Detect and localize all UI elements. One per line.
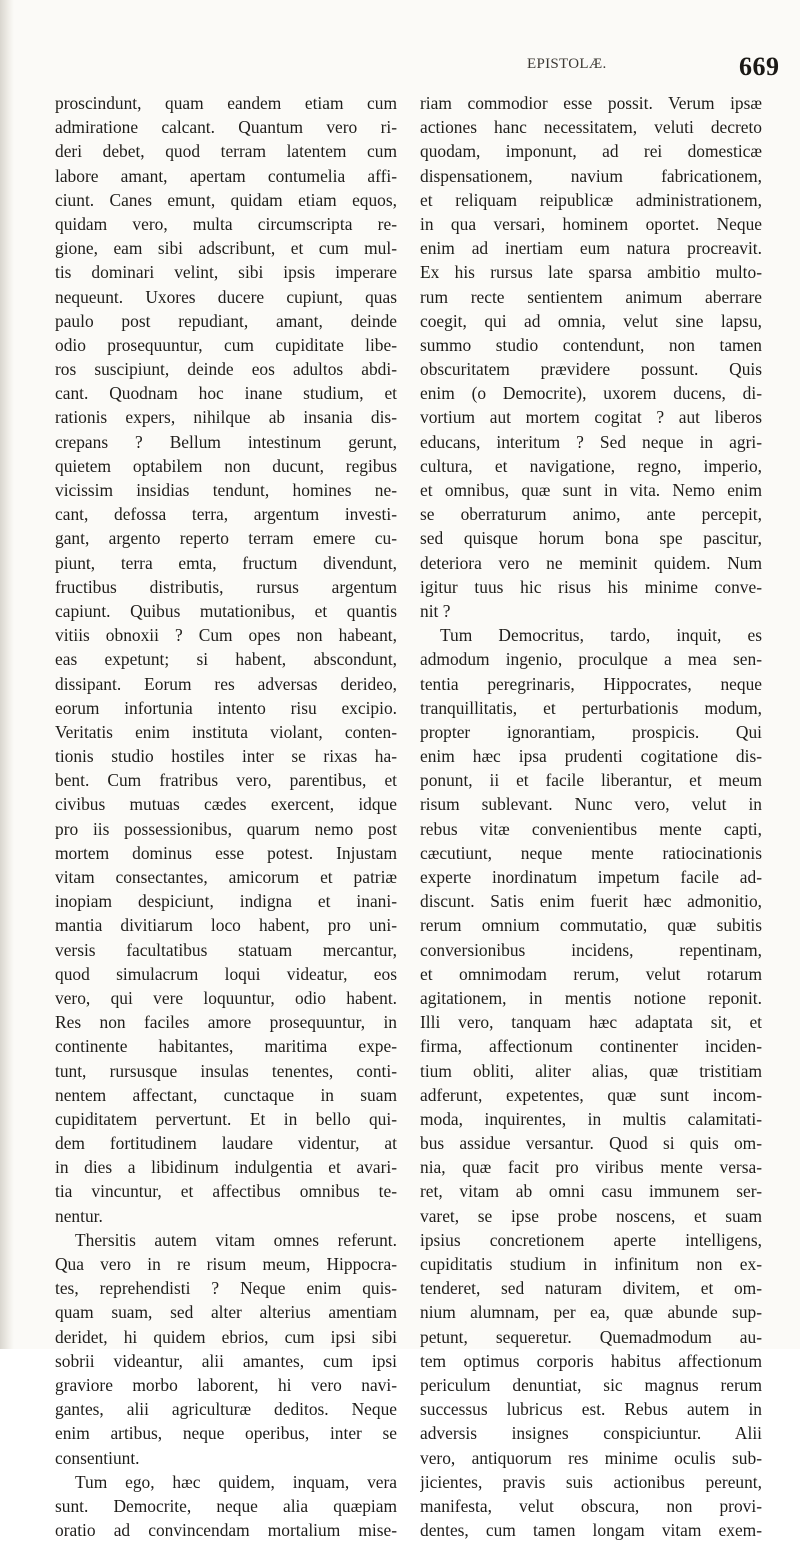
text-line: dispensationem, navium fabricationem,: [420, 165, 762, 186]
text-line: ciunt. Canes emunt, quidam etiam equos,: [55, 189, 397, 210]
text-line: discunt. Satis enim fuerit hæc admonitio,: [420, 891, 762, 912]
text-line: vero, qui vere loquuntur, odio habent.: [55, 987, 397, 1008]
text-line: mantia divitiarum loco habent, pro uni-: [55, 915, 397, 936]
text-line: agitationem, in mentis notione reponit.: [420, 987, 762, 1008]
text-line: odio prosequuntur, cum cupiditate libe-: [55, 334, 397, 355]
text-line: versis facultatibus statuam mercantur,: [55, 939, 397, 960]
text-line: vicissim insidias tendunt, homines ne-: [55, 480, 397, 500]
text-line: summo studio contendunt, non tamen: [420, 334, 762, 355]
text-line: quidam vero, multa circumscripta re-: [55, 213, 397, 234]
text-line: dissipant. Eorum res adversas derideo,: [55, 673, 397, 694]
text-line: enim ad inertiam eum natura procreavit.: [420, 238, 762, 259]
text-line: bent. Cum fratribus vero, parentibus, et: [55, 770, 397, 791]
text-line: Tum Democritus, tardo, inquit, es: [440, 625, 762, 646]
text-line: igitur tuus hic risus his minime conve-: [420, 576, 762, 597]
text-line: Illi vero, tanquam hæc adaptata sit, et: [420, 1012, 762, 1033]
text-line: in qua versari, hominem oportet. Neque: [420, 213, 762, 234]
text-line: cultura, et navigatione, regno, imperio,: [420, 455, 762, 476]
text-line: deridet, hi quidem ebrios, cum ipsi sibi: [55, 1326, 397, 1347]
text-line: quod simulacrum loqui videatur, eos: [55, 963, 397, 984]
text-line: manifesta, velut obscura, non provi-: [420, 1495, 762, 1516]
text-line: nia, quæ facit pro viribus mente versa-: [420, 1157, 762, 1178]
text-line: Ex his rursus late sparsa ambitio multo-: [420, 262, 762, 283]
text-line: periculum denuntiat, sic magnus rerum: [420, 1374, 762, 1395]
text-line: capiunt. Quibus mutationibus, et quantis: [55, 600, 397, 621]
page-header: [0, 52, 800, 84]
text-line: vitam consectantes, amicorum et patriæ: [55, 867, 397, 887]
text-line: actiones hanc necessitatem, veluti decreto: [420, 117, 762, 138]
text-line: proscindunt, quam eandem etiam cum: [55, 93, 397, 113]
text-line: gant, argento reperto terram emere cu-: [55, 528, 397, 549]
text-line: adversis insignes conspiciuntur. Alii: [420, 1423, 762, 1444]
text-line: petunt, sequeretur. Quemadmodum au-: [420, 1326, 762, 1347]
text-line: bus assidue versantur. Quod si quis om-: [420, 1133, 762, 1154]
text-line: rum recte sentientem animum aberrare: [420, 286, 762, 307]
text-line: ros suscipiunt, deinde eos adultos abdi-: [55, 359, 397, 380]
text-line: et omnimodam rerum, velut rotarum: [420, 963, 762, 984]
text-line: tis dominari velint, sibi ipsis imperare: [55, 262, 397, 283]
text-line: gione, eam sibi adscribunt, et cum mul-: [55, 238, 397, 259]
text-line: cæcutiunt, neque mente ratiocinationis: [420, 842, 762, 863]
text-line: piunt, terra emta, fructum divendunt,: [55, 552, 397, 573]
text-line: tes, reprehendisti ? Neque enim quis-: [55, 1278, 397, 1299]
text-line: graviore morbo laborent, hi vero navi-: [55, 1374, 397, 1395]
text-line: eas expetunt; si habent, abscondunt,: [55, 649, 397, 670]
text-line: propter ignorantiam, prospicis. Qui: [420, 721, 762, 742]
text-line: obscuritatem prævidere possunt. Quis: [420, 359, 762, 380]
text-line: tionis studio hostiles inter se rixas ha-: [55, 746, 397, 767]
text-line: civibus mutuas cædes exercent, idque: [55, 794, 397, 815]
text-line: quam suam, sed alter alterius amentiam: [55, 1302, 397, 1323]
text-line: ret, vitam ab omni casu immunem ser-: [420, 1181, 762, 1202]
text-line: cupiditatem pervertunt. Et in bello qui-: [55, 1108, 397, 1129]
text-line: dentes, cum tamen longam vitam exem-: [420, 1520, 762, 1541]
text-line: successus lubricus est. Rebus autem in: [420, 1399, 762, 1420]
text-line: firma, affectionum continenter inciden-: [420, 1036, 762, 1057]
text-line: fructibus distributis, rursus argentum: [55, 576, 397, 597]
text-line: Thersitis autem vitam omnes referunt.: [75, 1229, 397, 1250]
text-line: coegit, qui ad omnia, velut sine lapsu,: [420, 310, 762, 331]
text-line: inopiam despiciunt, indigna et inani-: [55, 891, 397, 912]
text-line: labore amant, apertam contumelia affi-: [55, 165, 397, 186]
text-line: crepans ? Bellum intestinum gerunt,: [55, 431, 397, 452]
text-line: admiratione calcant. Quantum vero ri-: [55, 117, 397, 138]
text-line: moda, inquirentes, in multis calamitati-: [420, 1108, 762, 1129]
text-line: nium alumnam, per ea, quæ abunde sup-: [420, 1302, 762, 1323]
right-text-column: [420, 91, 762, 1542]
binding-gutter: [0, 0, 14, 1349]
text-line: rationis expers, nihilque ab insania dis-: [55, 407, 397, 428]
text-line: tia vincuntur, et affectibus omnibus te-: [55, 1181, 397, 1202]
text-line: tentia peregrinaris, Hippocrates, neque: [420, 673, 762, 694]
text-line: Tum ego, hæc quidem, inquam, vera: [75, 1471, 397, 1492]
text-line: nentur.: [55, 1205, 103, 1226]
text-line: riam commodior esse possit. Verum ipsæ: [420, 93, 762, 113]
text-line: et reliquam reipublicæ administrationem,: [420, 189, 762, 210]
text-line: nentem affectant, cunctaque in suam: [55, 1084, 397, 1105]
text-line: ponunt, ii et facile liberantur, et meum: [420, 770, 762, 791]
text-line: educans, interitum ? Sed neque in agri-: [420, 431, 762, 452]
text-line: cant. Quodnam hoc inane studium, et: [55, 383, 397, 404]
text-line: experte inordinatum impetum facile ad-: [420, 867, 762, 887]
text-line: admodum ingenio, proculque a mea sen-: [420, 649, 762, 670]
text-line: adferunt, expetentes, quæ sunt incom-: [420, 1084, 762, 1105]
text-line: Veritatis enim instituta violant, conten-: [55, 721, 397, 742]
text-line: in dies a libidinum indulgentia et avari-: [55, 1157, 397, 1178]
text-line: Res non faciles amore prosequuntur, in: [55, 1012, 397, 1033]
text-line: mortem dominus esse potest. Injustam: [55, 842, 397, 863]
text-line: tem optimus corporis habitus affectionum: [420, 1350, 762, 1371]
text-line: sed quisque horum bona spe pascitur,: [420, 528, 762, 549]
text-line: consentiunt.: [55, 1447, 140, 1468]
text-line: deri debet, quod terram latentem cum: [55, 141, 397, 162]
text-line: cant, defossa terra, argentum investi-: [55, 504, 397, 525]
text-line: jicientes, pravis suis actionibus pereunt,: [420, 1471, 762, 1492]
text-line: risum sublevant. Nunc vero, velut in: [420, 794, 762, 815]
text-line: varet, se ipse probe noscens, et suam: [420, 1205, 762, 1226]
running-head: EPISTOLÆ.: [527, 56, 607, 72]
text-line: tenderet, sed naturam divitem, et om-: [420, 1278, 762, 1299]
text-line: rebus vitæ convenientibus mente capti,: [420, 818, 762, 839]
text-line: eorum infortunia intento risu excipio.: [55, 697, 397, 718]
text-line: nit ?: [420, 600, 451, 621]
text-line: sunt. Democrite, neque alia quæpiam: [55, 1495, 397, 1516]
text-line: oratio ad convincendam mortalium mise-: [55, 1520, 397, 1541]
text-line: vitiis obnoxii ? Cum opes non habeant,: [55, 625, 397, 646]
text-line: deteriora vero ne meminit quidem. Num: [420, 552, 762, 573]
text-line: pro iis possessionibus, quarum nemo post: [55, 818, 397, 839]
text-line: quodam, imponunt, ad rei domesticæ: [420, 141, 762, 162]
text-line: rerum omnium commutatio, quæ subitis: [420, 915, 762, 936]
text-line: et omnibus, quæ sunt in vita. Nemo enim: [420, 480, 762, 500]
text-line: tium obliti, aliter alias, quæ tristitiam: [420, 1060, 762, 1081]
text-line: sobrii videantur, alii amantes, cum ipsi: [55, 1350, 397, 1371]
text-line: se oberraturum animo, ante percepit,: [420, 504, 762, 525]
text-line: tranquillitatis, et perturbationis modum,: [420, 697, 762, 718]
text-line: quietem optabilem non ducunt, regibus: [55, 455, 397, 476]
text-line: continente habitantes, maritima expe-: [55, 1036, 397, 1057]
text-line: vortium aut mortem cogitat ? aut liberos: [420, 407, 762, 428]
page-number: 669: [739, 52, 780, 81]
text-line: paulo post repudiant, amant, deinde: [55, 310, 397, 331]
text-line: enim (o Democrite), uxorem ducens, di-: [420, 383, 762, 404]
text-line: Qua vero in re risum meum, Hippocra-: [55, 1254, 397, 1274]
text-line: vero, antiquorum res minime oculis sub-: [420, 1447, 762, 1468]
text-line: ipsius concretionem aperte intelligens,: [420, 1229, 762, 1250]
text-line: enim hæc ipsa prudenti cogitatione dis-: [420, 746, 762, 767]
text-line: nequeunt. Uxores ducere cupiunt, quas: [55, 286, 397, 307]
left-text-column: [55, 91, 397, 1542]
text-line: enim artibus, neque operibus, inter se: [55, 1423, 397, 1444]
text-line: cupiditatis studium in infinitum non ex-: [420, 1254, 762, 1274]
text-line: dem fortitudinem laudare videntur, at: [55, 1133, 397, 1154]
text-line: gantes, alii agriculturæ deditos. Neque: [55, 1399, 397, 1420]
text-line: conversionibus incidens, repentinam,: [420, 939, 762, 960]
text-line: tunt, rursusque insulas tenentes, conti-: [55, 1060, 397, 1081]
